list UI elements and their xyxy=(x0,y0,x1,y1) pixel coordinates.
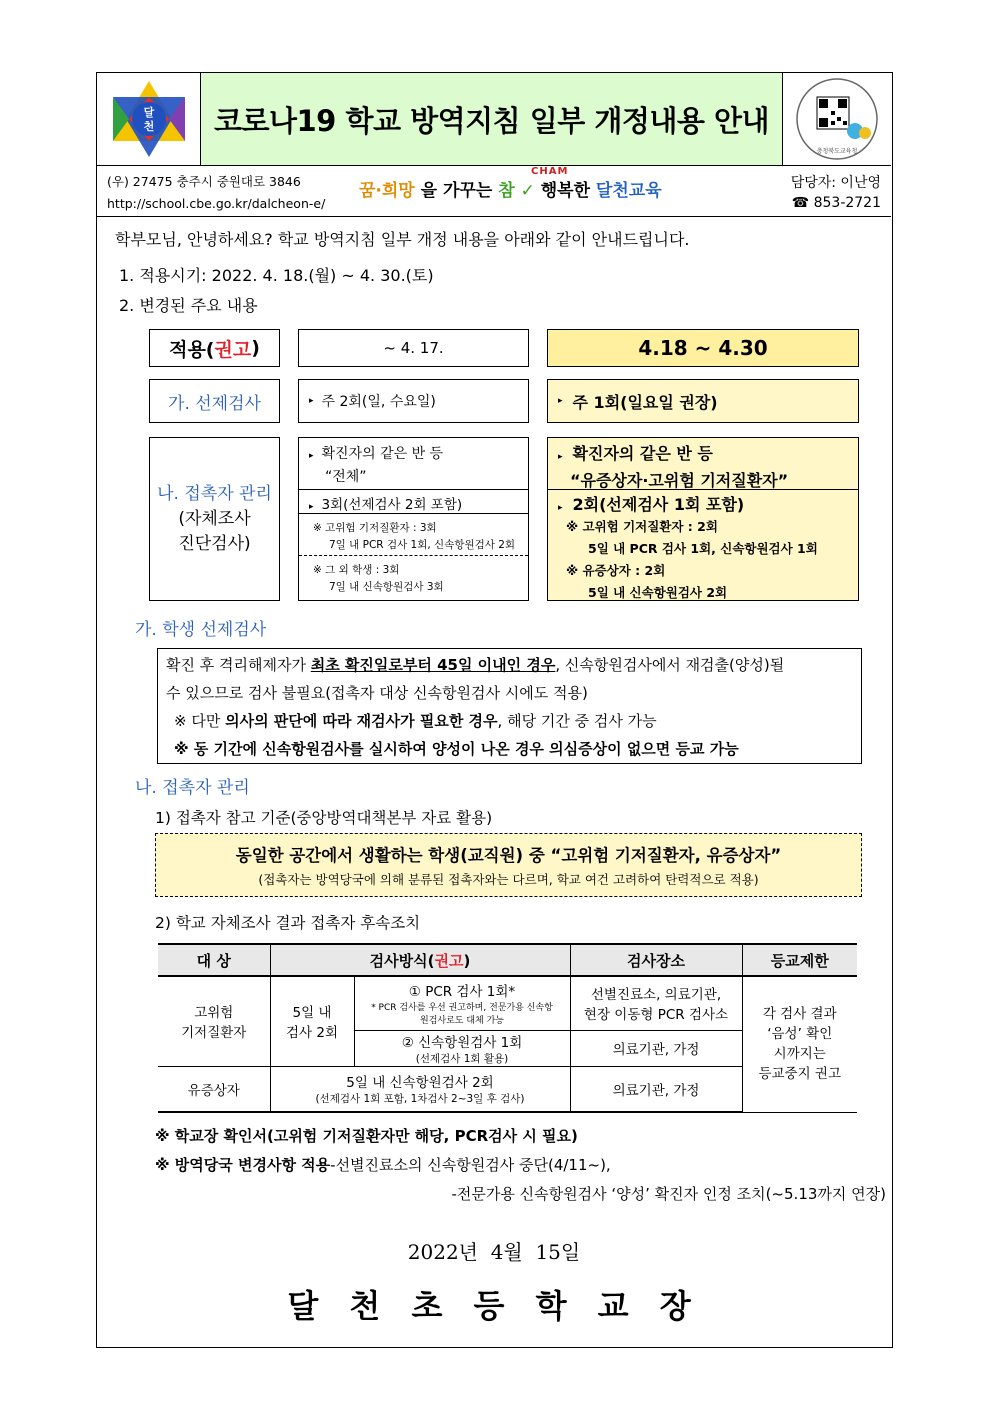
office-seal xyxy=(783,73,891,165)
r1-target xyxy=(158,976,270,1066)
contact-new-a xyxy=(548,438,858,490)
document-date: 2022년 4월 15일 xyxy=(407,1240,581,1264)
contact-old-a xyxy=(299,438,528,490)
note-3: -전문가용 신속항원검사 ‘양성’ 확진자 인정 조치(~5.13까지 연장) xyxy=(451,1185,886,1203)
slogan-part1: 꿈·희망 xyxy=(359,181,415,201)
contact-new-c1: ※ 고위험 기저질환자 : 2회 xyxy=(566,519,718,534)
apply-label-suffix: ) xyxy=(251,337,260,359)
seal-text: 충청북도교육청 xyxy=(816,148,858,155)
r1-m1-note1: * PCR 검사를 우선 권고하며, 전문가용 신속항 xyxy=(371,1003,553,1014)
intro-text: 학부모님, 안녕하세요? 학교 방역지침 일부 개정 내용을 아래와 같이 안내드립니다. xyxy=(115,230,690,249)
preemptive-test-label: 가. 선제검사 xyxy=(149,379,280,423)
manager: 담당자: 이난영 xyxy=(790,175,881,191)
bullet-icon: ▸ xyxy=(558,503,563,513)
school-logo xyxy=(97,73,201,165)
contact-new-d1: ※ 유증상자 : 2회 xyxy=(566,563,666,578)
contact-old-c2: 7일 내 PCR 검사 1회, 신속항원검사 2회 xyxy=(329,539,516,551)
restrict-cell xyxy=(742,976,857,1112)
th-target: 대 상 xyxy=(158,944,270,976)
follow-up-table xyxy=(158,943,857,1113)
contact-old-d1: ※ 그 외 학생 : 3회 xyxy=(313,564,400,576)
section-b-sub2: 2) 학교 자체조사 결과 접촉자 후속조치 xyxy=(155,914,421,932)
svg-text:천: 천 xyxy=(143,120,154,133)
contact-new-b-text: 2회(선제검사 1회 포함) xyxy=(572,495,745,514)
r1-target-2: 기저질환자 xyxy=(181,1025,247,1042)
slogan xyxy=(359,166,662,201)
criteria-main: 동일한 공간에서 생활하는 학생(교직원) 중 “고위험 기저질환자, 유증상자” xyxy=(235,846,782,865)
r1-place1-1: 선별진료소, 의료기관, xyxy=(590,987,722,1004)
section-a-line2: 수 있으므로 검사 불필요(접촉자 대상 신속항원검사 시에도 적용) xyxy=(166,684,588,702)
section-a-line1 xyxy=(166,651,861,679)
contact-old-c xyxy=(299,514,528,556)
bullet-icon: ▸ xyxy=(309,451,314,461)
section-a-p1-pre: 확진 후 격리해제자가 xyxy=(166,656,311,674)
contact-label-2: (자체조사 xyxy=(178,508,251,529)
preemptive-old xyxy=(298,379,529,423)
contact-old-d xyxy=(299,556,528,600)
contact-new-c xyxy=(548,516,858,604)
r1-m1: ① PCR 검사 1회* xyxy=(408,984,516,1001)
section-a-note1 xyxy=(166,707,861,735)
r2-m-note: (선제검사 1회 포함, 1차검사 2~3일 후 검사) xyxy=(315,1093,525,1106)
qr-seal-icon xyxy=(795,77,879,161)
school-url[interactable]: http://school.cbe.go.kr/dalcheon-e/ xyxy=(107,196,326,211)
r1-target-1: 고위험 xyxy=(194,1005,234,1022)
section-a-n1-post: , 해당 기간 중 검사 가능 xyxy=(497,712,657,730)
r2-m: 5일 내 신속항원검사 2회 xyxy=(346,1075,494,1092)
section-b-sub1: 1) 접촉자 참고 기준(중앙방역대책본부 자료 활용) xyxy=(155,809,493,827)
r1-count-2: 검사 2회 xyxy=(285,1025,338,1042)
preemptive-new-text: 주 1회(일요일 권장) xyxy=(572,392,718,412)
contact-new-a1: 확진자의 같은 반 등 xyxy=(572,444,713,463)
section-a-p1-post: , 신속항원검사에서 재검출(양성)될 xyxy=(555,656,785,674)
table-header-row xyxy=(158,944,857,976)
r2-place: 의료기관, 가정 xyxy=(570,1066,742,1112)
svg-text:달: 달 xyxy=(143,106,154,119)
section-a-p1-underline: 최초 확진일로부터 45일 이내인 경우 xyxy=(310,656,556,674)
bullet-icon: ▸ xyxy=(309,396,314,406)
info-bar xyxy=(97,166,891,217)
bullet-icon: ▸ xyxy=(558,396,563,406)
slogan-part2: 을 가꾸는 xyxy=(420,181,493,201)
slogan-part3: 참 xyxy=(498,181,515,201)
r1-place1 xyxy=(570,976,742,1030)
r1-method1 xyxy=(354,976,570,1030)
bullet-icon: ▸ xyxy=(309,502,314,512)
r2-method xyxy=(270,1066,570,1112)
note-2-rest: -선별진료소의 신속항원검사 중단(4/11~), xyxy=(330,1156,611,1174)
contact-new-box xyxy=(547,437,859,601)
restrict-2: ‘음성’ 확인 xyxy=(767,1026,833,1043)
r1-count xyxy=(270,976,354,1066)
contact-mgmt-label xyxy=(149,437,280,601)
r1-m2-note: (선제검사 1회 활용) xyxy=(415,1052,509,1065)
apply-label xyxy=(149,329,280,367)
slogan-part5: 달천교육 xyxy=(595,181,662,201)
document-page xyxy=(96,72,893,1348)
th-method xyxy=(270,944,570,976)
th-method-post: ) xyxy=(463,951,471,970)
section-a-box xyxy=(157,648,862,764)
section-b-heading: 나. 접촉자 관리 xyxy=(135,778,250,798)
r1-m1-note2: 원검사로도 대체 가능 xyxy=(420,1016,504,1027)
restrict-3: 시까지는 xyxy=(773,1046,826,1063)
contact-old-box xyxy=(298,437,529,601)
r1-place2: 의료기관, 가정 xyxy=(570,1030,742,1066)
contact-new-a2: “유증상자·고위험 기저질환자” xyxy=(570,471,789,490)
section-a-n1-bold: 의사의 판단에 따라 재검사가 필요한 경우 xyxy=(225,712,498,730)
r2-target: 유증상자 xyxy=(158,1066,270,1112)
th-place: 검사장소 xyxy=(570,944,742,976)
criteria-note: (접촉자는 방역당국에 의해 분류된 접촉자와는 다르며, 학교 여건 고려하여 탄력적으로 적용) xyxy=(258,872,759,887)
table-row xyxy=(158,976,857,1030)
r1-place1-2: 현장 이동형 PCR 검사소 xyxy=(583,1007,729,1024)
school-logo-icon xyxy=(109,79,189,159)
section-a-n1-pre: ※ 다만 xyxy=(174,712,226,730)
contact-old-a1: 확진자의 같은 반 등 xyxy=(321,446,444,462)
contact-new-d2: 5일 내 신속항원검사 2회 xyxy=(588,585,728,600)
check-icon: ✓ xyxy=(520,181,535,201)
th-method-pre: 검사방식( xyxy=(369,951,435,970)
document-title: 코로나19 학교 방역지침 일부 개정내용 안내 xyxy=(201,73,783,165)
changes-heading: 2. 변경된 주요 내용 xyxy=(119,296,258,315)
section-a-note2: ※ 동 기간에 신속항원검사를 실시하여 양성이 나온 경우 의심증상이 없으면 등교 가능 xyxy=(174,740,739,758)
address: (우) 27475 충주시 중원대로 3846 xyxy=(107,174,301,189)
section-a-heading: 가. 학생 선제검사 xyxy=(135,620,267,640)
note-1: ※ 학교장 확인서(고위험 기저질환자만 해당, PCR검사 시 필요) xyxy=(155,1127,578,1145)
th-method-red: 권고 xyxy=(434,951,464,970)
note-2-bold: ※ 방역당국 변경사항 적용 xyxy=(155,1156,331,1174)
header xyxy=(97,73,891,166)
th-restrict: 등교제한 xyxy=(742,944,857,976)
restrict-4: 등교중지 권고 xyxy=(758,1066,842,1083)
slogan-part4: 행복한 xyxy=(540,181,590,201)
r1-method2 xyxy=(354,1030,570,1066)
note-2 xyxy=(155,1154,611,1175)
contact-new-c2: 5일 내 PCR 검사 1회, 신속항원검사 1회 xyxy=(588,541,818,556)
r1-count-1: 5일 내 xyxy=(292,1005,332,1022)
contact-old-d2: 7일 내 신속항원검사 3회 xyxy=(329,581,444,593)
criteria-box xyxy=(155,833,862,897)
r1-m2: ② 신속항원검사 1회 xyxy=(401,1034,523,1051)
old-period-header: ~ 4. 17. xyxy=(298,329,529,367)
preemptive-old-text: 주 2회(일, 수요일) xyxy=(321,394,436,410)
signature: 달 천 초 등 학 교 장 xyxy=(287,1287,701,1325)
new-period-header: 4.18 ~ 4.30 xyxy=(547,329,859,367)
contact-old-b xyxy=(299,490,528,514)
contact-old-a2: “전체” xyxy=(325,469,367,485)
contact-label-1: 나. 접촉자 관리 xyxy=(157,483,272,504)
bullet-icon: ▸ xyxy=(558,452,563,462)
contact-new-b xyxy=(548,492,858,515)
contact-label-3: 진단검사) xyxy=(178,533,251,554)
preemptive-new xyxy=(547,379,859,423)
restrict-1: 각 검사 결과 xyxy=(762,1006,837,1023)
slogan-cham: CHAM xyxy=(531,166,569,177)
apply-label-red: 권고 xyxy=(214,338,252,361)
contact-old-b-text: 3회(선제검사 2회 포함) xyxy=(321,497,463,513)
contact-old-c1: ※ 고위험 기저질환자 : 3회 xyxy=(313,522,437,534)
apply-label-prefix: 적용( xyxy=(169,338,215,361)
period-text: 1. 적용시기: 2022. 4. 18.(월) ~ 4. 30.(토) xyxy=(119,266,434,285)
phone: ☎ 853-2721 xyxy=(791,195,881,211)
